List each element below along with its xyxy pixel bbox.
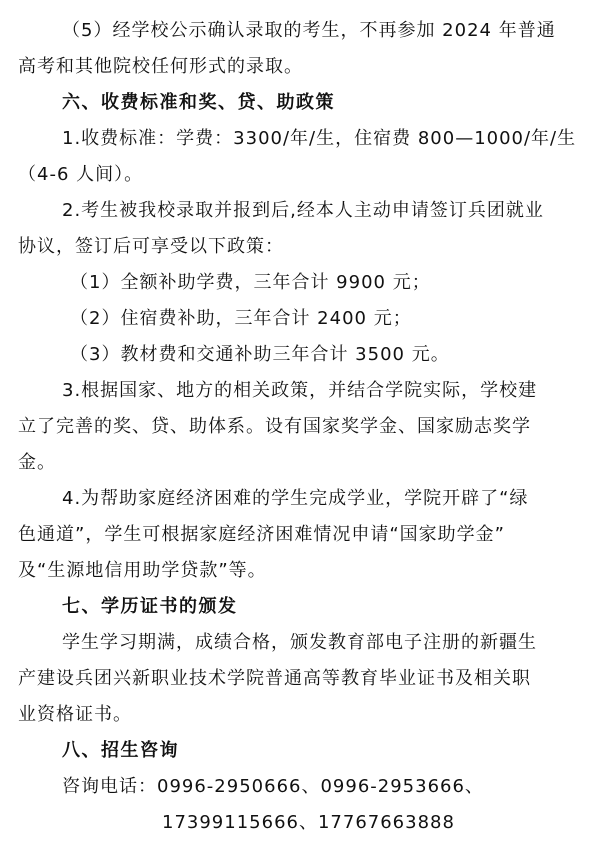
policy-item-materials-transport-subsidy: （3）教材费和交通补助三年合计 3500 元。 [70, 344, 450, 365]
contact-phone-line-cont: 17399115666、17767663888 [162, 812, 455, 833]
paragraph-line-employment-agreement: 2.考生被我校录取并报到后,经本人主动申请签订兵团就业 [62, 200, 544, 221]
paragraph-line-scholarship-system-cont: 立了完善的奖、贷、助体系。设有国家奖学金、国家励志奖学 [18, 416, 531, 437]
paragraph-line-employment-agreement-cont: 协议，签订后可享受以下政策： [18, 236, 284, 257]
section-heading-certificate: 七、学历证书的颁发 [62, 596, 238, 617]
paragraph-line-certificate: 学生学习期满，成绩合格，颁发教育部电子注册的新疆生 [62, 632, 537, 653]
section-heading-consultation: 八、招生咨询 [62, 740, 179, 761]
paragraph-line-admission-rule: （5）经学校公示确认录取的考生，不再参加 2024 年普通 [62, 20, 556, 41]
paragraph-line-fee-standard: 1.收费标准：学费：3300/年/生，住宿费 800—1000/年/生 [62, 128, 577, 149]
policy-item-tuition-subsidy: （1）全额补助学费，三年合计 9900 元； [70, 272, 431, 293]
paragraph-line-admission-rule-cont: 高考和其他院校任何形式的录取。 [18, 56, 303, 77]
paragraph-line-green-channel-cont: 色通道”，学生可根据家庭经济困难情况申请“国家助学金” [18, 524, 505, 545]
paragraph-line-certificate-cont: 产建设兵团兴新职业技术学院普通高等教育毕业证书及相关职 [18, 668, 531, 689]
paragraph-line-scholarship-system-end: 金。 [18, 452, 56, 473]
paragraph-line-scholarship-system: 3.根据国家、地方的相关政策，并结合学院实际，学校建 [62, 380, 538, 401]
contact-phone-line: 咨询电话：0996-2950666、0996-2953666、 [62, 776, 484, 797]
section-heading-fees-and-aid: 六、收费标准和奖、贷、助政策 [62, 92, 335, 113]
paragraph-line-green-channel: 4.为帮助家庭经济困难的学生完成学业，学院开辟了“绿 [62, 488, 529, 509]
paragraph-line-certificate-end: 业资格证书。 [18, 704, 132, 725]
policy-item-housing-subsidy: （2）住宿费补助，三年合计 2400 元； [70, 308, 412, 329]
paragraph-line-green-channel-end: 及“生源地信用助学贷款”等。 [18, 560, 267, 581]
paragraph-line-fee-standard-cont: （4-6 人间）。 [18, 164, 144, 185]
